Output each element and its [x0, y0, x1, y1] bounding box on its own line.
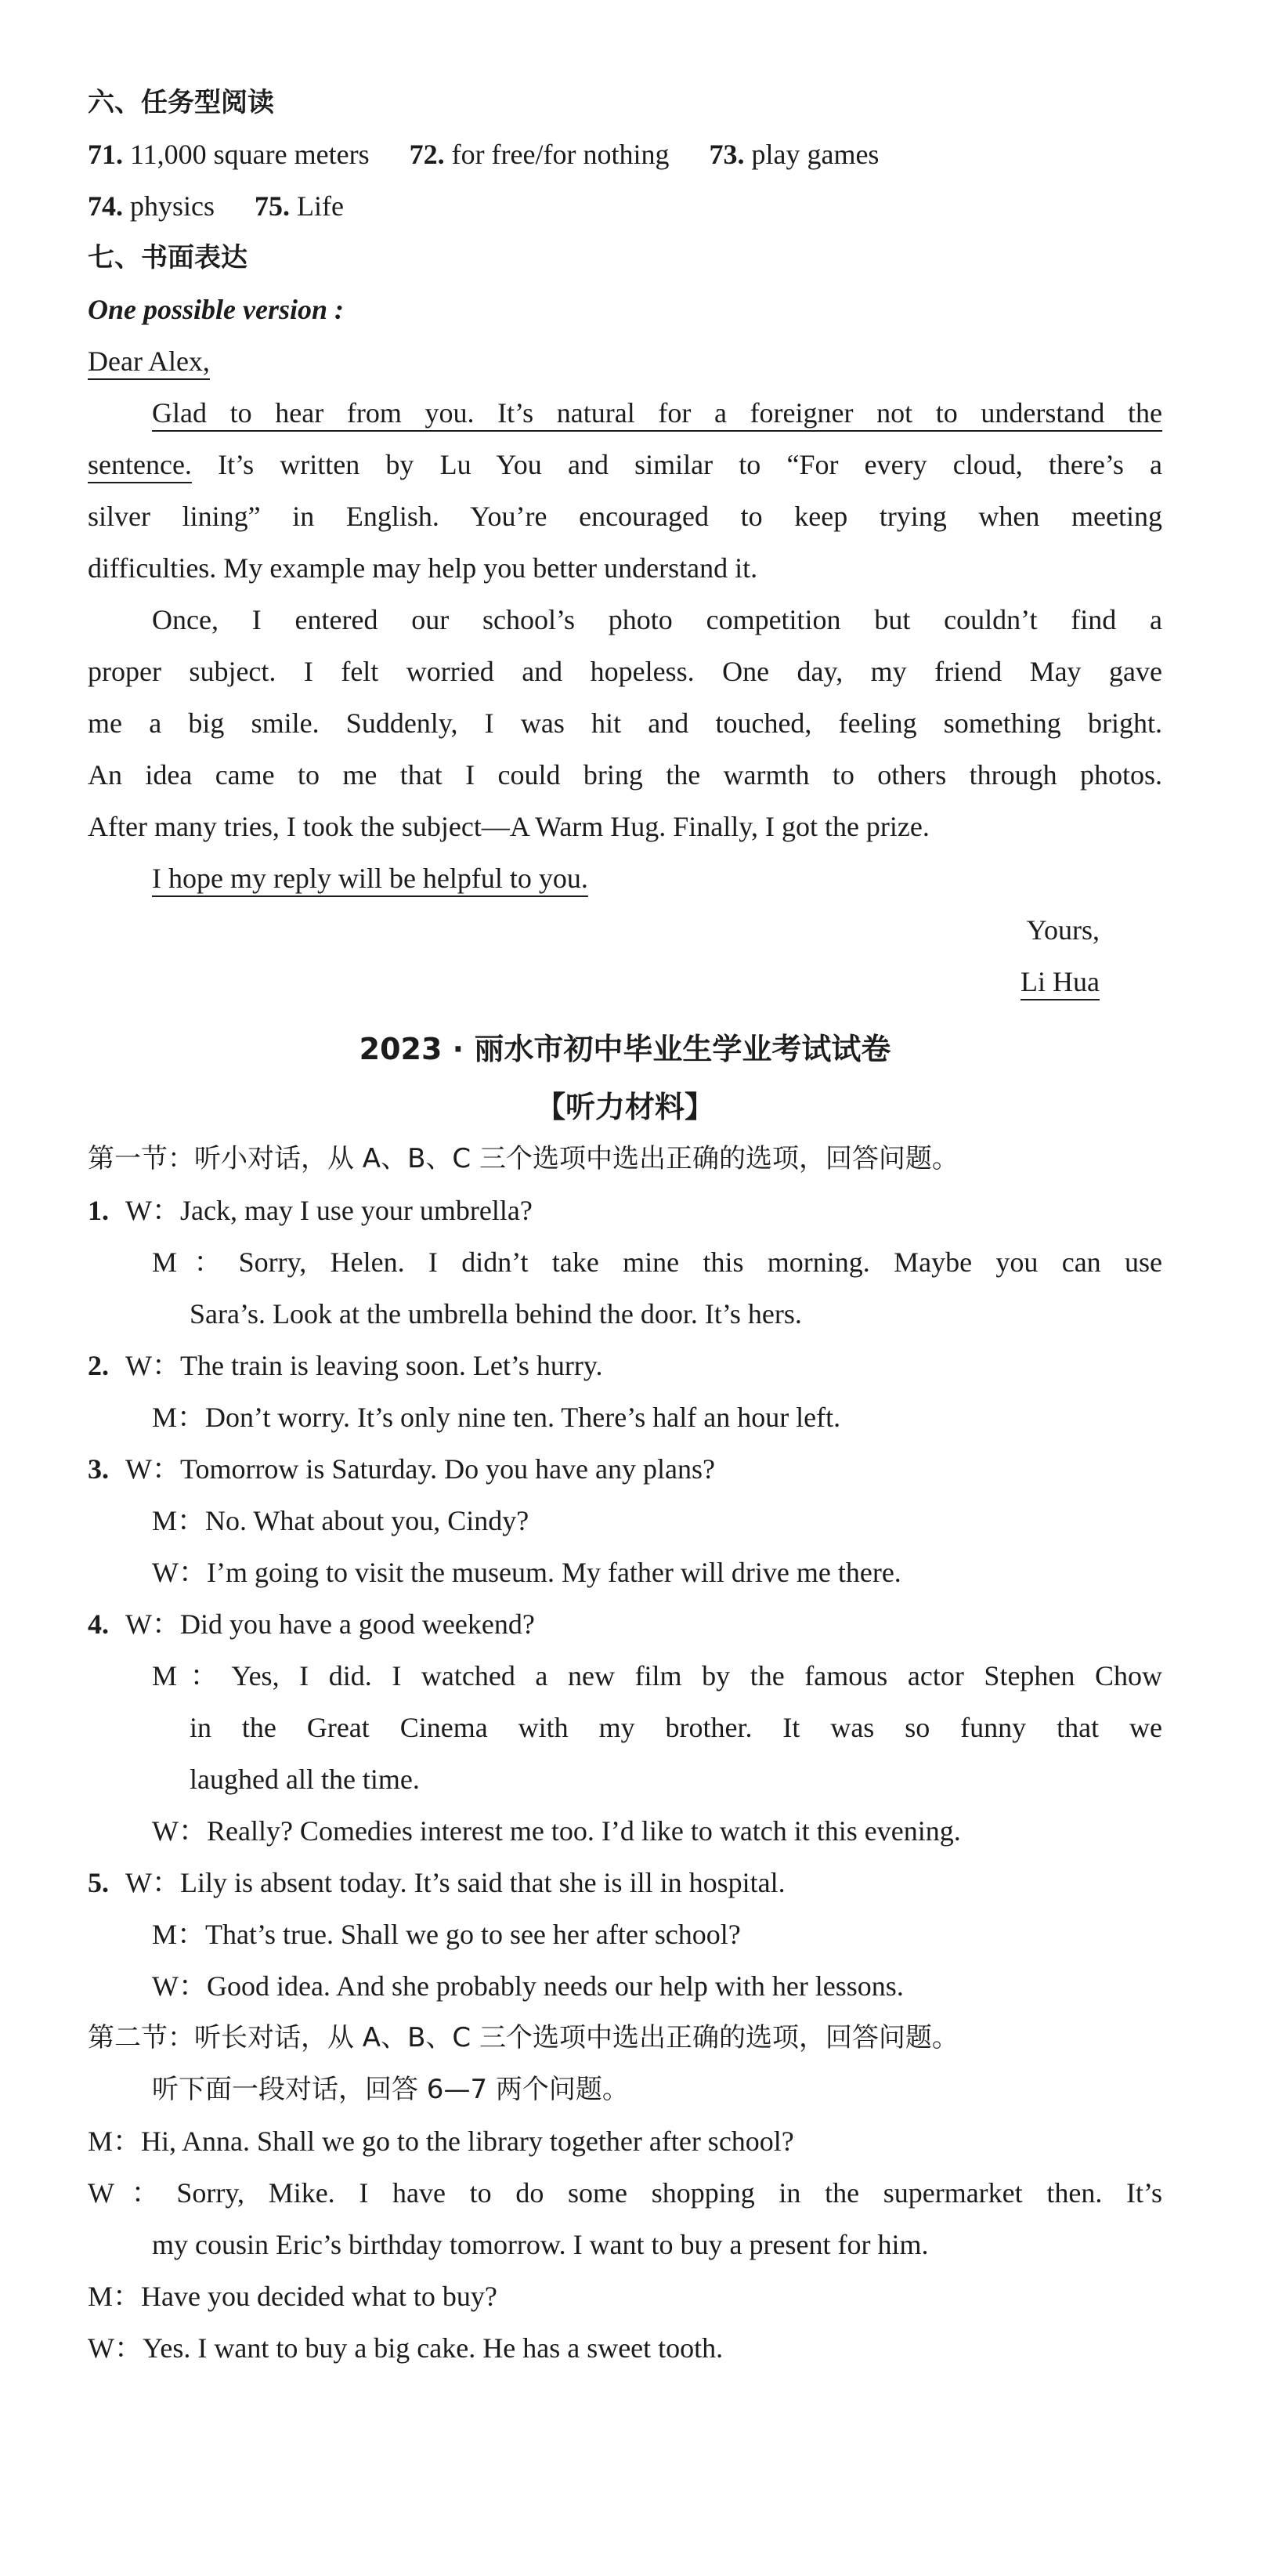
answer-num: 73.	[709, 139, 745, 170]
letter-closing: I hope my reply will be helpful to you.	[152, 863, 588, 894]
dialogue-line: W：Really? Comedies interest me too. I’d like to watch it this evening.	[152, 1815, 961, 1847]
answer-num: 75.	[255, 190, 290, 222]
dialogue-line: 2. W：The train is leaving soon. Let’s hurry.	[88, 1350, 603, 1381]
dialogue-line: M：No. What about you, Cindy?	[152, 1505, 529, 1536]
exam-title: 2023 · 丽水市初中毕业生学业考试试卷	[359, 1032, 891, 1066]
answer-row-2	[88, 180, 1162, 232]
answer-num: 74.	[88, 190, 123, 222]
dialogue-line: W：I’m going to visit the museum. My father will drive me there.	[152, 1557, 901, 1588]
document-page	[88, 77, 1162, 2374]
dialogue-line: M：Yes, I did. I watched a new film by the famous actor Stephen Chow	[152, 1660, 1162, 1691]
part-2-sub-instructions: 听下面一段对话，回答 6—7 两个问题。	[152, 2074, 629, 2105]
letter-greeting: Dear Alex,	[88, 346, 210, 377]
letter-line: me a big smile. Suddenly, I was hit and touched, feeling something bright.	[88, 707, 1162, 739]
answer-text: play games	[751, 139, 880, 170]
letter-signature: Li Hua	[1021, 966, 1100, 997]
answer-num: 72.	[409, 139, 445, 170]
letter-line: Glad to hear from you. It’s natural for a foreigner not to understand the	[152, 397, 1162, 429]
dialogue-line: W：Sorry, Mike. I have to do some shopping in the supermarket then. It’s	[88, 2177, 1162, 2209]
dialogue-line: M：That’s true. Shall we go to see her after school?	[152, 1919, 741, 1950]
dialogue-line: M：Sorry, Helen. I didn’t take mine this morning. Maybe you can use	[152, 1246, 1162, 1278]
answer-row-1	[88, 128, 1162, 180]
dialogue-line: my cousin Eric’s birthday tomorrow. I want to buy a present for him.	[152, 2229, 929, 2260]
exam-subtitle: 【听力材料】	[535, 1090, 714, 1124]
answer-num: 71.	[88, 139, 123, 170]
letter-line: difficulties. My example may help you better understand it.	[88, 552, 758, 584]
dialogue-line: M：Have you decided what to buy?	[88, 2281, 497, 2312]
answer-text: 11,000 square meters	[130, 139, 370, 170]
dialogue-line: 3. W：Tomorrow is Saturday. Do you have any plans?	[88, 1453, 715, 1485]
dialogue-line: M：Don’t worry. It’s only nine ten. There’s half an hour left.	[152, 1402, 841, 1433]
dialogue-line: laughed all the time.	[190, 1764, 420, 1795]
dialogue-line: W：Good idea. And she probably needs our help with her lessons.	[152, 1970, 904, 2002]
version-label: One possible version :	[88, 294, 344, 325]
dialogue-line: W：Yes. I want to buy a big cake. He has a sweet tooth.	[88, 2332, 724, 2364]
letter-line: Once, I entered our school’s photo competition but couldn’t find a	[152, 604, 1162, 635]
letter-line: silver lining” in English. You’re encouraged to keep trying when meeting	[88, 501, 1162, 532]
section-6-heading: 六、任务型阅读	[88, 87, 274, 118]
answer-text: physics	[130, 190, 215, 222]
part-2-instructions: 第二节：听长对话，从 A、B、C 三个选项中选出正确的选项，回答问题。	[88, 2022, 959, 2053]
answer-text: Life	[297, 190, 344, 222]
dialogue-line: 5. W：Lily is absent today. It’s said that she is ill in hospital.	[88, 1867, 786, 1898]
dialogue-line: 4. W：Did you have a good weekend?	[88, 1608, 535, 1640]
letter-sign-off: Yours,	[1026, 914, 1100, 946]
letter-line: proper subject. I felt worried and hopeless. One day, my friend May gave	[88, 656, 1162, 687]
letter-line: sentence. It’s written by Lu You and similar to “For every cloud, there’s a	[88, 449, 1162, 480]
section-7-heading: 七、书面表达	[88, 242, 247, 273]
letter-line: An idea came to me that I could bring the warmth to others through photos.	[88, 759, 1162, 791]
dialogue-line: M：Hi, Anna. Shall we go to the library together after school?	[88, 2126, 794, 2157]
part-1-instructions: 第一节：听小对话，从 A、B、C 三个选项中选出正确的选项，回答问题。	[88, 1143, 959, 1174]
letter-line: After many tries, I took the subject—A Warm Hug. Finally, I got the prize.	[88, 811, 930, 842]
dialogue-line: in the Great Cinema with my brother. It was so funny that we	[190, 1712, 1162, 1743]
dialogue-line: 1. W：Jack, may I use your umbrella?	[88, 1195, 533, 1226]
answer-text: for free/for nothing	[451, 139, 670, 170]
dialogue-line: Sara’s. Look at the umbrella behind the door. It’s hers.	[190, 1298, 802, 1330]
